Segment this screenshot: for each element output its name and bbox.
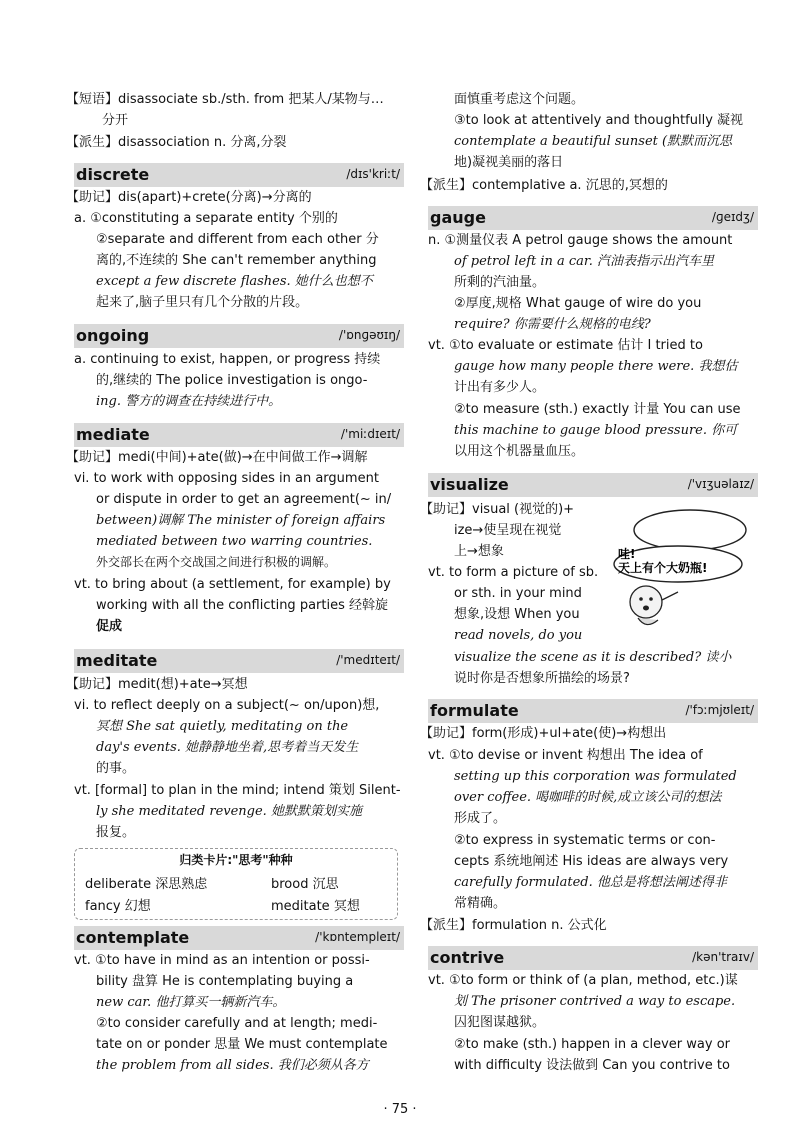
headword: contemplate [76,928,190,947]
mnemonic-line: ize→使呈现在视觉 [454,523,562,538]
definition-line: ②厚度,规格 What gauge of wire do you [454,296,702,311]
card-item: deliberate 深思熟虑 [85,877,208,892]
translation-line: 外交部长在两个交战国之间进行积极的调解。 [96,555,337,569]
definition-line: cepts 系统地阐述 His ideas are always very [454,854,729,869]
example-line: 冥想 She sat quietly, meditating on the [96,719,349,734]
definition-line: a. continuing to exist, happen, or progress 持续 [74,352,381,367]
example-line: day's events. 她静静地坐着,思考着当天发生 [96,740,359,755]
example-line: ly she meditated revenge. 她默默策划实施 [96,804,362,819]
headword: mediate [76,425,150,444]
definition-line: 想象,设想 When you [454,607,580,622]
definition-line: ②to make (sth.) happen in a clever way or [454,1037,730,1052]
definition-line: working with all the conflicting parties 经斡旋 [96,598,388,613]
definition-line: ②separate and different from each other 分 [96,232,379,247]
example-line: this machine to gauge blood pressure. 你可 [454,423,738,438]
mnemonic-line: 【助记】medi(中间)+ate(做)→在中间做工作→调解 [66,450,368,465]
example-line: visualize the scene as it is described? 读小 [454,650,732,665]
translation-line: 起来了,脑子里只有几个分散的片段。 [96,295,309,310]
entry-header-formulate [428,699,758,723]
baby-head [630,586,662,618]
definition-line: vt. to form a picture of sb. [428,565,599,580]
definition-line: vt. to bring about (a settlement, for example) by [74,577,391,592]
translation-line: 面慎重考虑这个问题。 [454,92,585,107]
example-line: the problem from all sides. 我们必须从各方 [96,1058,369,1073]
translation-line: 的事。 [96,761,136,776]
card-item: brood 沉思 [271,877,339,892]
definition-line: vi. to reflect deeply on a subject(~ on/upon)想, [74,698,380,713]
baby-cartoon-illustration [608,500,758,630]
example-line: of petrol left in a car. 汽油表指示出汽车里 [454,254,714,269]
phonetic: /'ɒnɡəʊɪŋ/ [338,328,400,342]
example-line: gauge how many people there were. 我想估 [454,359,738,374]
definition-line: n. ①测量仪表 A petrol gauge shows the amount [428,233,733,248]
cloud-shape [634,510,746,550]
phonetic: /dɪs'kriːt/ [346,167,400,181]
example-line: carefully formulated. 他总是将想法阐述得非 [454,875,727,890]
definition-line: 促成 [96,619,123,634]
mnemonic-line: 【助记】medit(想)+ate→冥想 [66,677,248,692]
phonetic: /'kɒntempleɪt/ [315,930,400,944]
translation-line: 报复。 [96,825,136,840]
definition-line: vt. ①to have in mind as an intention or possi- [74,953,370,968]
entry-header-discrete [74,163,404,187]
entry-header-contrive [428,946,758,970]
entry-header-ongoing [74,324,404,348]
definition-line: vt. ①to devise or invent 构想出 The idea of [428,748,703,763]
headword: meditate [76,651,158,670]
entry-header-mediate [74,423,404,447]
definition-line: ②to express in systematic terms or con- [454,833,716,848]
definition-line: 的,继续的 The police investigation is ongo- [96,373,368,388]
entry-header-contemplate [74,926,404,950]
card-item: meditate 冥想 [271,899,360,914]
definition-line: or dispute in order to get an agreement(~ in/ [96,492,392,507]
example-line: ing. 警方的调查在持续进行中。 [96,394,282,409]
entry-header-gauge [428,206,758,230]
translation-line: 常精确。 [454,896,507,911]
definition-line: vt. ①to evaluate or estimate 估计 I tried to [428,338,703,353]
phonetic: /'vɪʒuəlaɪz/ [687,477,754,491]
example-line: over coffee. 喝咖啡的时候,成立该公司的想法 [454,790,722,805]
translation-line: 形成了。 [454,811,507,826]
definition-line: tate on or ponder 思量 We must contemplate [96,1037,388,1052]
phonetic: /'miːdɪeɪt/ [340,427,400,441]
derivative-line: 【派生】disassociation n. 分离,分裂 [66,135,287,150]
example-line: new car. 他打算买一辆新汽车。 [96,995,286,1010]
example-line: mediated between two warring countries. [96,534,373,549]
translation-line: 计出有多少人。 [454,380,546,395]
definition-line: 【助记】dis(apart)+crete(分离)→分离的 [66,190,312,205]
phonetic: /kən'traɪv/ [692,950,754,964]
definition-line: vi. to work with opposing sides in an argument [74,471,379,486]
definition-line: ③to look at attentively and thoughtfully 凝视 [454,113,744,128]
card-title: 归类卡片:"思考"种种 [179,853,293,867]
phonetic: /ɡeɪdʒ/ [711,210,754,224]
example-line: read novels, do you [454,628,583,643]
translation-line: 所剩的汽油量。 [454,275,546,290]
page-number: · 75 · [383,1102,417,1117]
phrase-line: 【短语】disassociate sb./sth. from 把某人/某物与… [66,92,384,107]
headword: formulate [430,701,519,720]
headword: discrete [76,165,150,184]
phonetic: /'medɪteɪt/ [336,653,400,667]
example-line: setting up this corporation was formulated [454,769,737,784]
definition-line: ②to consider carefully and at length; medi- [96,1016,378,1031]
definition-line: vt. [formal] to plan in the mind; intend 策划 Silent- [74,783,401,798]
example-line: contemplate a beautiful sunset (默默而沉思 [454,134,733,149]
translation-line: 以用这个机器量血压。 [454,444,585,459]
definition-line: 离的,不连续的 She can't remember anything [96,253,377,268]
definition-line: or sth. in your mind [454,586,582,601]
mnemonic-line: 【助记】form(形成)+ul+ate(使)→构想出 [420,726,667,741]
card-item: fancy 幻想 [85,899,151,914]
translation-line: 囚犯图谋越狱。 [454,1015,546,1030]
phrase-line: 分开 [102,113,129,128]
definition-line: bility 盘算 He is contemplating buying a [96,974,354,989]
headword: visualize [430,475,509,494]
derivative-line: 【派生】formulation n. 公式化 [420,918,607,933]
definition-line: a. ①constituting a separate entity 个别的 [74,211,338,226]
definition-line: with difficulty 设法做到 Can you contrive to [454,1058,730,1073]
headword: contrive [430,948,505,967]
definition-line: ②to measure (sth.) exactly 计量 You can use [454,402,741,417]
example-line: 划 The prisoner contrived a way to escape. [454,994,736,1009]
entry-header-visualize [428,473,758,497]
translation-line: 地)凝视美丽的落日 [454,155,564,170]
bubble-text: 天上有个大奶瓶! [618,561,708,575]
category-card [74,848,398,920]
derivative-line: 【派生】contemplative a. 沉思的,冥想的 [420,178,668,193]
translation-line: 说时你是否想象所描绘的场景? [454,671,630,686]
bubble-text: 哇! [618,547,636,561]
mnemonic-line: 【助记】visual (视觉的)+ [420,502,575,517]
headword: gauge [430,208,486,227]
example-line: require? 你需要什么规格的电线? [454,317,651,332]
headword: ongoing [76,326,150,345]
example-line: except a few discrete flashes. 她什么也想不 [96,274,373,289]
entry-header-meditate [74,649,404,673]
example-line: between)调解 The minister of foreign affairs [96,513,386,528]
definition-line: vt. ①to form or think of (a plan, method, etc.)谋 [428,973,738,988]
phonetic: /'fɔːmjʊleɪt/ [685,703,754,717]
mnemonic-line: 上→想象 [454,544,504,559]
